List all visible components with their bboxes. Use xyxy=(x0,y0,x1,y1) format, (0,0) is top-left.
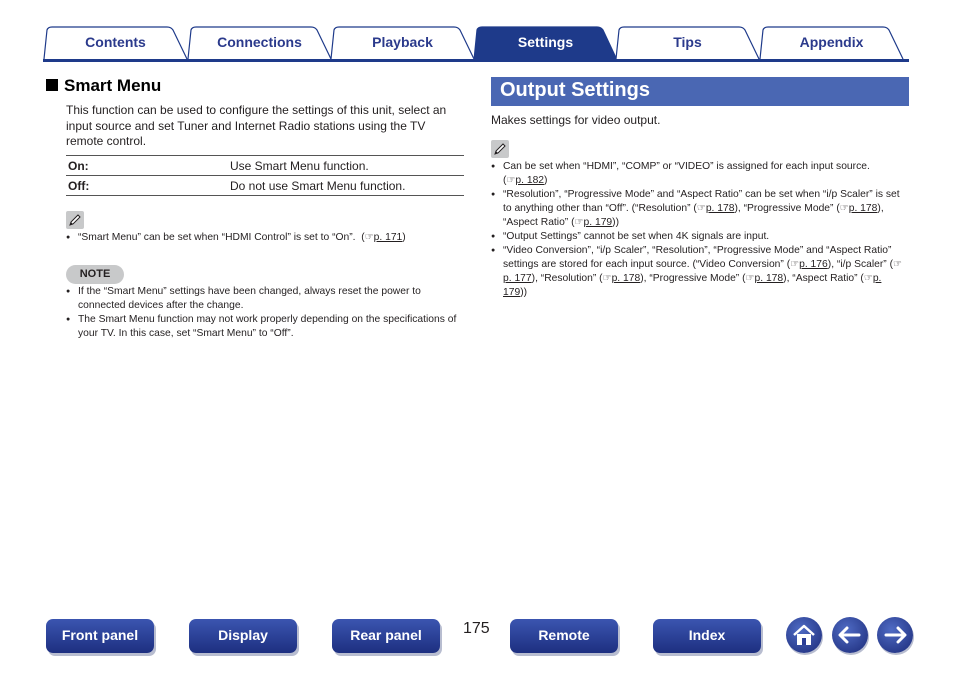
page-ref-icon: ☞ xyxy=(574,217,584,228)
page-link[interactable]: p. 178 xyxy=(754,273,784,284)
list-item: ● “Smart Menu” can be set when “HDMI Control” is set to “On”. (☞p. 171) xyxy=(66,231,466,245)
tab-bar xyxy=(43,26,909,62)
smart-menu-heading-text: Smart Menu xyxy=(64,76,162,95)
rear-panel-button[interactable] xyxy=(332,619,440,653)
list-item: ● The Smart Menu function may not work properly depending on the specifications of your TV. In this case, set “Smart Menu” to “Off”. xyxy=(66,313,458,341)
front-panel-button[interactable] xyxy=(46,619,154,653)
output-settings-description: Makes settings for video output. xyxy=(491,113,661,127)
index-button[interactable] xyxy=(653,619,761,653)
page-link[interactable]: p. 171 xyxy=(373,232,403,243)
tab-underline xyxy=(43,59,909,62)
output-settings-header xyxy=(491,77,909,106)
page-ref-icon: ☞ xyxy=(602,273,612,284)
display-button[interactable] xyxy=(189,619,297,653)
tab-appendix[interactable] xyxy=(759,26,904,60)
square-bullet-icon xyxy=(46,79,58,91)
tab-label: Tips xyxy=(673,34,702,50)
tip-text: , “Aspect Ratio” xyxy=(786,273,858,284)
list-item: ● “Resolution”, “Progressive Mode” and “Aspect Ratio” can be set when “i/p Scaler” is set to anything other than “Off”. (“Resolution” (☞p. 178), “Progressive Mode” (☞p. 178), “Aspect Ratio” (☞p. 179)) xyxy=(491,188,907,230)
table-row xyxy=(66,156,464,176)
option-value: Do not use Smart Menu function. xyxy=(228,176,464,196)
arrow-left-icon xyxy=(832,617,868,653)
tip-text: “Resolution”, “Progressive Mode” and “Aspect Ratio” can be set when “i/p Scaler” is set to anything other than “Off”. (“Resolution” xyxy=(503,189,900,214)
tip-text: “Video Conversion”, “i/p Scaler”, “Resolution”, “Progressive Mode” and “Aspect Ratio” settings are stored for each input source. (“Video Conversion” xyxy=(503,245,892,270)
list-item: ● If the “Smart Menu” settings have been changed, always reset the power to connected devices after the change. xyxy=(66,285,458,313)
tip-text: , “i/p Scaler” xyxy=(831,259,887,270)
rear-panel-label: Rear panel xyxy=(350,627,422,643)
tab-label: Playback xyxy=(372,34,433,50)
arrow-right-icon xyxy=(877,617,913,653)
forward-button[interactable] xyxy=(877,617,913,653)
tip-text: , “Progressive Mode” xyxy=(737,203,834,214)
tab-tips[interactable] xyxy=(615,26,760,60)
tab-label: Connections xyxy=(217,34,302,50)
tab-settings[interactable] xyxy=(473,26,618,60)
display-label: Display xyxy=(218,627,268,643)
page-link[interactable]: p. 179 xyxy=(503,273,882,298)
page-number: 175 xyxy=(463,620,490,637)
page-ref-icon: ☞ xyxy=(839,203,849,214)
tip-text: , “Resolution” xyxy=(535,273,597,284)
table-row xyxy=(66,176,464,196)
page-link[interactable]: p. 179 xyxy=(583,217,613,228)
pencil-icon xyxy=(66,211,84,229)
output-settings-tip-list xyxy=(491,160,907,300)
tab-contents[interactable] xyxy=(43,26,188,60)
smart-menu-tip-list xyxy=(66,231,466,245)
page-ref-icon: ☞ xyxy=(863,273,873,284)
page-ref-icon: ☞ xyxy=(696,203,706,214)
note-list xyxy=(66,285,458,341)
page-ref-icon: ☞ xyxy=(893,259,902,270)
index-label: Index xyxy=(688,627,726,643)
front-panel-label: Front panel xyxy=(61,627,139,643)
page-ref-icon: ☞ xyxy=(364,232,374,243)
smart-menu-heading xyxy=(46,76,161,96)
page-link[interactable]: p. 177 xyxy=(503,273,532,284)
tip-text: Can be set when “HDMI”, “COMP” or “VIDEO” is assigned for each input source. xyxy=(503,161,870,172)
option-key: On: xyxy=(66,156,228,176)
remote-label: Remote xyxy=(538,627,590,643)
tip-text: , “Progressive Mode” xyxy=(643,273,740,284)
list-item: ● “Output Settings” cannot be set when 4K signals are input. xyxy=(491,230,907,244)
tip-text: “Smart Menu” can be set when “HDMI Control” is set to “On”. xyxy=(78,232,356,243)
list-item: ● “Video Conversion”, “i/p Scaler”, “Resolution”, “Progressive Mode” and “Aspect Ratio” settings are stored for each input source. (“Video Conversion” (☞p. 176), “i/p Scaler” (☞p. 177), “Resolution” (☞p. 178), “Progressive Mode” (☞p. 178), “Aspect Ratio” (☞p. 179)) xyxy=(491,244,907,300)
tab-label: Settings xyxy=(517,34,574,50)
list-item: ● Can be set when “HDMI”, “COMP” or “VIDEO” is assigned for each input source. (☞p. 182) xyxy=(491,160,907,188)
remote-button[interactable] xyxy=(510,619,618,653)
tab-label: Contents xyxy=(85,34,146,50)
page-link[interactable]: p. 178 xyxy=(611,273,641,284)
smart-menu-options-table xyxy=(66,155,464,196)
page-link[interactable]: p. 178 xyxy=(705,203,735,214)
output-settings-title: Output Settings xyxy=(500,79,650,101)
home-button[interactable] xyxy=(786,617,822,653)
tab-label: Appendix xyxy=(799,34,864,50)
page-ref-icon: ☞ xyxy=(790,259,800,270)
pencil-icon xyxy=(491,140,509,158)
page-ref-icon: ☞ xyxy=(506,175,516,186)
note-badge: NOTE xyxy=(66,265,124,284)
back-button[interactable] xyxy=(832,617,868,653)
page-link[interactable]: p. 182 xyxy=(515,175,545,186)
option-key: Off: xyxy=(66,176,228,196)
home-icon xyxy=(786,617,822,653)
option-value: Use Smart Menu function. xyxy=(228,156,464,176)
tip-text: , “Aspect Ratio” xyxy=(503,203,884,228)
tab-playback[interactable] xyxy=(330,26,475,60)
smart-menu-intro: This function can be used to configure the settings of this unit, select an input source and set Tuner and Internet Radio stations using the TV remote control. xyxy=(66,103,447,148)
page-link[interactable]: p. 176 xyxy=(799,259,828,270)
page-ref-icon: ☞ xyxy=(745,273,755,284)
tab-connections[interactable] xyxy=(187,26,332,60)
page-link[interactable]: p. 178 xyxy=(848,203,878,214)
